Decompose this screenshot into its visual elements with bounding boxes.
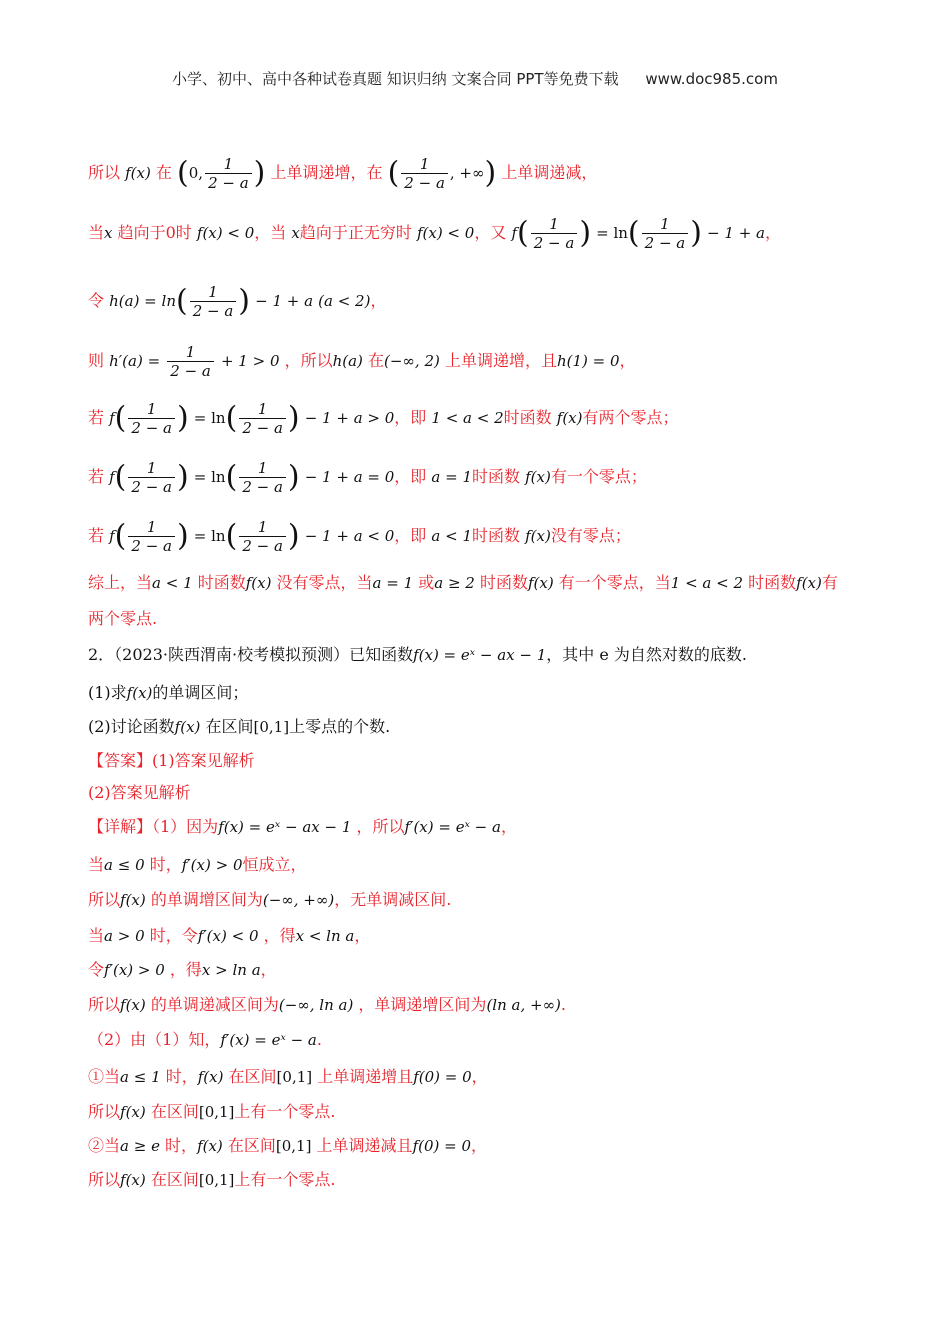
text-run: ，得 — [169, 960, 202, 979]
math-expression: a > 0 — [104, 927, 145, 945]
text-run: . — [560, 995, 567, 1014]
text-run: 的单调递减区间为 — [150, 995, 279, 1014]
text-run: 则 — [88, 351, 105, 370]
text-run: 所以 — [88, 1170, 121, 1189]
math-expression: [0,1] — [198, 1103, 235, 1121]
math-expression: (−∞, ln a) — [278, 996, 354, 1014]
fraction — [128, 400, 175, 437]
text-run: 有 — [821, 573, 838, 592]
text-run: 时， — [165, 1067, 198, 1086]
math-expression: 1 — [239, 400, 286, 419]
math-expression: = ln — [193, 409, 226, 427]
math-expression: h′(a) = — [109, 352, 161, 370]
text-run: 所以 — [88, 995, 121, 1014]
math-expression: 2 − a — [208, 174, 249, 192]
math-expression: 2 − a — [131, 537, 172, 555]
math-expression: 2 − a — [170, 362, 211, 380]
math-expression: 0, — [188, 164, 204, 182]
text-run: ，单调递增区间为 — [358, 995, 487, 1014]
text-run: 在区间 — [205, 717, 254, 736]
text-run: ②当 — [88, 1136, 121, 1155]
text-run: ， — [354, 926, 371, 945]
detail-line-5 — [88, 959, 890, 981]
math-expression: 2 − a — [242, 537, 283, 555]
bracket: ( — [387, 155, 400, 191]
text-run: 恒成立， — [242, 855, 307, 874]
text-run: 时函数 — [472, 526, 521, 545]
text-run: 时， — [149, 855, 182, 874]
math-expression: = ln — [193, 527, 226, 545]
text-run: 当 — [88, 855, 105, 874]
math-expression: f(0) = 0 — [413, 1068, 472, 1086]
math-expression: f(x) < 0 — [196, 224, 255, 242]
text-run: 若 — [88, 408, 105, 427]
solution-line-5 — [88, 400, 890, 437]
math-expression: f(x) = eˣ − ax − 1 — [218, 818, 352, 836]
text-run: 在 — [368, 351, 385, 370]
text-run: 时函数 — [479, 573, 528, 592]
text-run: 所以 — [88, 1102, 121, 1121]
text-run: 综上，当 — [88, 573, 153, 592]
fraction — [239, 459, 286, 496]
bracket: ) — [287, 459, 300, 495]
math-expression: = ln — [596, 224, 628, 242]
text-run: 上有一个零点. — [234, 1170, 336, 1189]
math-expression: 1 — [167, 343, 214, 362]
question-2-part-1 — [88, 682, 890, 704]
bracket: ( — [225, 459, 238, 495]
math-expression: f — [511, 224, 517, 242]
math-expression: f′(x) = eˣ − a — [404, 818, 501, 836]
text-run: ，无单调减区间. — [334, 890, 452, 909]
math-expression: f(x) — [197, 1068, 224, 1086]
math-expression: 1 — [128, 459, 175, 478]
text-run: 2．（2023·陕西渭南·校考模拟预测）已知函数 — [88, 645, 414, 664]
detail-line-8 — [88, 1066, 890, 1088]
text-run: 的单调增区间为 — [150, 890, 263, 909]
math-expression: 1 — [128, 518, 175, 537]
text-run: 所以 — [88, 890, 121, 909]
math-expression: 2 − a — [242, 478, 283, 496]
math-expression: f — [109, 527, 115, 545]
answer-1 — [88, 750, 890, 772]
detail-line-9 — [88, 1101, 890, 1123]
math-expression: f(x) — [120, 996, 146, 1014]
detail-line-4 — [88, 925, 890, 947]
text-run: 当 — [88, 926, 105, 945]
math-expression: f(x) — [120, 1103, 146, 1121]
bracket: ( — [225, 518, 238, 554]
solution-line-7 — [88, 518, 890, 555]
fraction — [531, 215, 578, 252]
text-run: ， — [619, 351, 636, 370]
bracket: ) — [253, 155, 266, 191]
text-run: ，所以 — [284, 351, 333, 370]
math-expression: x — [291, 224, 300, 242]
text-run: (1)求 — [88, 683, 127, 702]
bracket: ) — [176, 459, 189, 495]
math-expression: − 1 + a > 0 — [304, 409, 395, 427]
math-expression: = ln — [193, 468, 226, 486]
text-run: ， — [370, 291, 387, 310]
text-run: (2)答案见解析 — [88, 783, 191, 802]
bracket: ) — [484, 155, 497, 191]
math-expression: − 1 + a = 0 — [304, 468, 395, 486]
fraction — [239, 518, 286, 555]
bracket: ( — [517, 215, 529, 251]
math-expression: 2 − a — [131, 419, 172, 437]
math-expression: 2 − a — [404, 174, 445, 192]
math-expression: 2 − a — [192, 302, 234, 320]
text-run: 时函数 — [503, 408, 552, 427]
text-run: ，得 — [263, 926, 296, 945]
math-expression: f(x) — [120, 891, 146, 909]
math-expression: f(x) — [120, 1171, 146, 1189]
detail-line-10 — [88, 1135, 890, 1157]
text-run: 有两个零点； — [582, 408, 679, 427]
fraction — [190, 283, 237, 320]
text-run: 在区间 — [228, 1067, 277, 1086]
bracket: ( — [627, 215, 640, 251]
text-run: 有一个零点，当 — [558, 573, 671, 592]
solution-line-8 — [88, 572, 890, 594]
text-run: 的单调区间； — [152, 683, 249, 702]
text-run: 时，令 — [149, 926, 198, 945]
math-expression: [0,1] — [198, 1171, 235, 1189]
text-run: 当 — [88, 223, 105, 242]
math-expression: 2 − a — [644, 234, 686, 252]
math-expression: h(a) = ln — [109, 292, 176, 310]
text-run: 在区间 — [227, 1136, 276, 1155]
math-expression: x < ln a — [295, 927, 355, 945]
math-expression: x > ln a — [201, 961, 261, 979]
text-run: 在 — [155, 163, 172, 182]
fraction — [167, 343, 214, 380]
detail-line-11 — [88, 1169, 890, 1191]
question-2-part-2 — [88, 716, 890, 738]
text-run: 时， — [165, 1136, 198, 1155]
text-run: 没有零点，当 — [276, 573, 373, 592]
math-expression: f′(x) < 0 — [197, 927, 259, 945]
text-run: 0 — [165, 223, 176, 242]
math-expression: f′(x) > 0 — [181, 856, 243, 874]
text-run: ，即 — [394, 408, 427, 427]
solution-line-9 — [88, 608, 890, 630]
text-run: ， — [260, 960, 277, 979]
math-expression: a ≤ 1 — [120, 1068, 161, 1086]
text-run: ①当 — [88, 1067, 121, 1086]
math-expression: f(x) = eˣ − ax − 1 — [413, 646, 547, 664]
text-run: 上零点的个数. — [289, 717, 391, 736]
math-expression: 1 < a < 2 — [431, 409, 504, 427]
math-expression: f(x) — [527, 574, 554, 592]
bracket: ) — [579, 215, 592, 251]
math-expression: 1 — [642, 215, 689, 234]
text-run: 两个零点. — [88, 609, 158, 628]
text-run: 趋向于 — [117, 223, 166, 242]
bracket: ( — [114, 400, 127, 436]
bracket: ) — [287, 400, 300, 436]
math-expression: (ln a, +∞) — [486, 996, 561, 1014]
math-expression: f(x) — [125, 164, 151, 182]
text-run: ，又 — [474, 223, 507, 242]
math-expression: f(x) < 0 — [416, 224, 475, 242]
text-run: . — [316, 1030, 322, 1049]
detail-line-1 — [88, 816, 890, 838]
bracket: ( — [114, 518, 127, 554]
text-run: ， — [471, 1136, 488, 1155]
bracket: ( — [114, 459, 127, 495]
fraction — [128, 518, 175, 555]
bracket: ) — [238, 283, 251, 319]
text-run: 若 — [88, 467, 105, 486]
math-expression: − 1 + a — [707, 224, 765, 242]
fraction — [401, 155, 448, 192]
math-expression: f(x) — [245, 574, 272, 592]
text-run: 上有一个零点. — [234, 1102, 336, 1121]
bracket: ) — [176, 400, 189, 436]
math-expression: 1 — [239, 459, 286, 478]
text-run: 上单调递减， — [501, 163, 598, 182]
header-text: 小学、初中、高中各种试卷真题 知识归纳 文案合同 PPT等免费下载 — [172, 70, 619, 88]
math-expression: f(x) — [174, 718, 201, 736]
text-run: 时函数 — [472, 467, 521, 486]
math-expression: a < 1 — [152, 574, 193, 592]
math-expression: 1 — [239, 518, 286, 537]
math-expression: f(0) = 0 — [412, 1137, 472, 1155]
text-run: (2)讨论函数 — [88, 717, 175, 736]
math-expression: (a < 2) — [318, 292, 371, 310]
text-run: 所以 — [88, 163, 121, 182]
question-2 — [88, 644, 890, 666]
bracket: ) — [176, 518, 189, 554]
fraction — [128, 459, 175, 496]
text-run: 上单调递增且 — [317, 1067, 414, 1086]
text-run: 令 — [88, 960, 105, 979]
detail-line-2 — [88, 854, 890, 876]
text-run: ，其中 e 为自然对数的底数. — [546, 645, 747, 664]
text-run: 若 — [88, 526, 105, 545]
math-expression: f(x) — [796, 574, 822, 592]
math-expression: (−∞, +∞) — [262, 891, 335, 909]
text-run: ， — [764, 223, 781, 242]
solution-line-1 — [88, 155, 890, 192]
text-run: 在区间 — [150, 1170, 199, 1189]
detail-line-7 — [88, 1029, 890, 1051]
math-expression: , +∞ — [449, 164, 485, 182]
math-expression: 2 − a — [131, 478, 172, 496]
math-expression: [0,1] — [253, 718, 290, 736]
bracket: ) — [287, 518, 300, 554]
math-expression: 2 − a — [533, 234, 575, 252]
math-expression: 1 — [190, 283, 237, 302]
math-expression: h(a) — [332, 352, 363, 370]
text-run: （2）由（1）知， — [88, 1030, 221, 1049]
math-expression: 2 − a — [242, 419, 283, 437]
text-run: 在区间 — [150, 1102, 199, 1121]
math-expression: x — [104, 224, 113, 242]
math-expression: 1 < a < 2 — [670, 574, 744, 592]
text-run: ，当 — [254, 223, 287, 242]
text-run: ，即 — [394, 467, 427, 486]
math-expression: a = 1 — [372, 574, 414, 592]
header-site[interactable]: www.doc985.com — [645, 70, 778, 88]
text-run: 上单调递减且 — [316, 1136, 413, 1155]
solution-line-4 — [88, 343, 890, 380]
detail-line-6 — [88, 994, 890, 1016]
math-expression: f(x) — [197, 1137, 223, 1155]
text-run: 时函数 — [748, 573, 797, 592]
text-run: 有一个零点； — [550, 467, 647, 486]
page-header — [0, 68, 950, 89]
answer-2 — [88, 782, 890, 804]
math-expression: f — [109, 409, 115, 427]
text-run: 【答案】(1)答案见解析 — [88, 751, 255, 770]
math-expression: − 1 + a < 0 — [304, 527, 395, 545]
math-expression: [0,1] — [276, 1068, 313, 1086]
solution-line-3 — [88, 283, 890, 320]
math-expression: − 1 + a — [255, 292, 314, 310]
math-expression: f′(x) > 0 — [104, 961, 165, 979]
text-run: ， — [500, 817, 517, 836]
math-expression: f(x) — [525, 468, 551, 486]
bracket: ( — [225, 400, 238, 436]
text-run: 令 — [88, 291, 105, 310]
detail-line-3 — [88, 889, 890, 911]
math-expression: 1 — [531, 215, 578, 234]
text-run: 趋向于正无穷时 — [299, 223, 412, 242]
math-expression: f′(x) = eˣ − a — [220, 1031, 317, 1049]
math-expression: (−∞, 2) — [384, 352, 440, 370]
math-expression: a = 1 — [431, 468, 472, 486]
math-expression: a ≥ e — [120, 1137, 160, 1155]
bracket: ) — [690, 215, 702, 251]
text-run: 没有零点； — [550, 526, 631, 545]
math-expression: f(x) — [556, 409, 583, 427]
math-expression: h(1) = 0 — [556, 352, 620, 370]
bracket: ( — [175, 283, 188, 319]
math-expression: a < 1 — [431, 527, 472, 545]
fraction — [205, 155, 252, 192]
text-run: 上单调递增，在 — [270, 163, 383, 182]
math-expression: a ≤ 0 — [104, 856, 145, 874]
text-run: 时 — [175, 223, 192, 242]
text-run: 【详解】（1）因为 — [88, 817, 219, 836]
text-run: ，即 — [394, 526, 427, 545]
math-expression: f — [109, 468, 115, 486]
math-expression: 1 — [128, 400, 175, 419]
math-expression: f(x) — [126, 684, 153, 702]
solution-line-6 — [88, 459, 890, 496]
math-expression: [0,1] — [275, 1137, 312, 1155]
text-run: 时函数 — [197, 573, 246, 592]
text-run: ， — [471, 1067, 488, 1086]
bracket: ( — [177, 155, 189, 191]
text-run: 上单调递增，且 — [444, 351, 557, 370]
math-expression: + 1 > 0 — [220, 352, 280, 370]
fraction — [239, 400, 286, 437]
fraction — [642, 215, 689, 252]
math-expression: 1 — [205, 155, 252, 174]
text-run: ，所以 — [356, 817, 405, 836]
text-run: 或 — [418, 573, 435, 592]
math-expression: 1 — [401, 155, 448, 174]
math-expression: f(x) — [525, 527, 551, 545]
solution-line-2 — [88, 215, 890, 252]
math-expression: a ≥ 2 — [434, 574, 475, 592]
